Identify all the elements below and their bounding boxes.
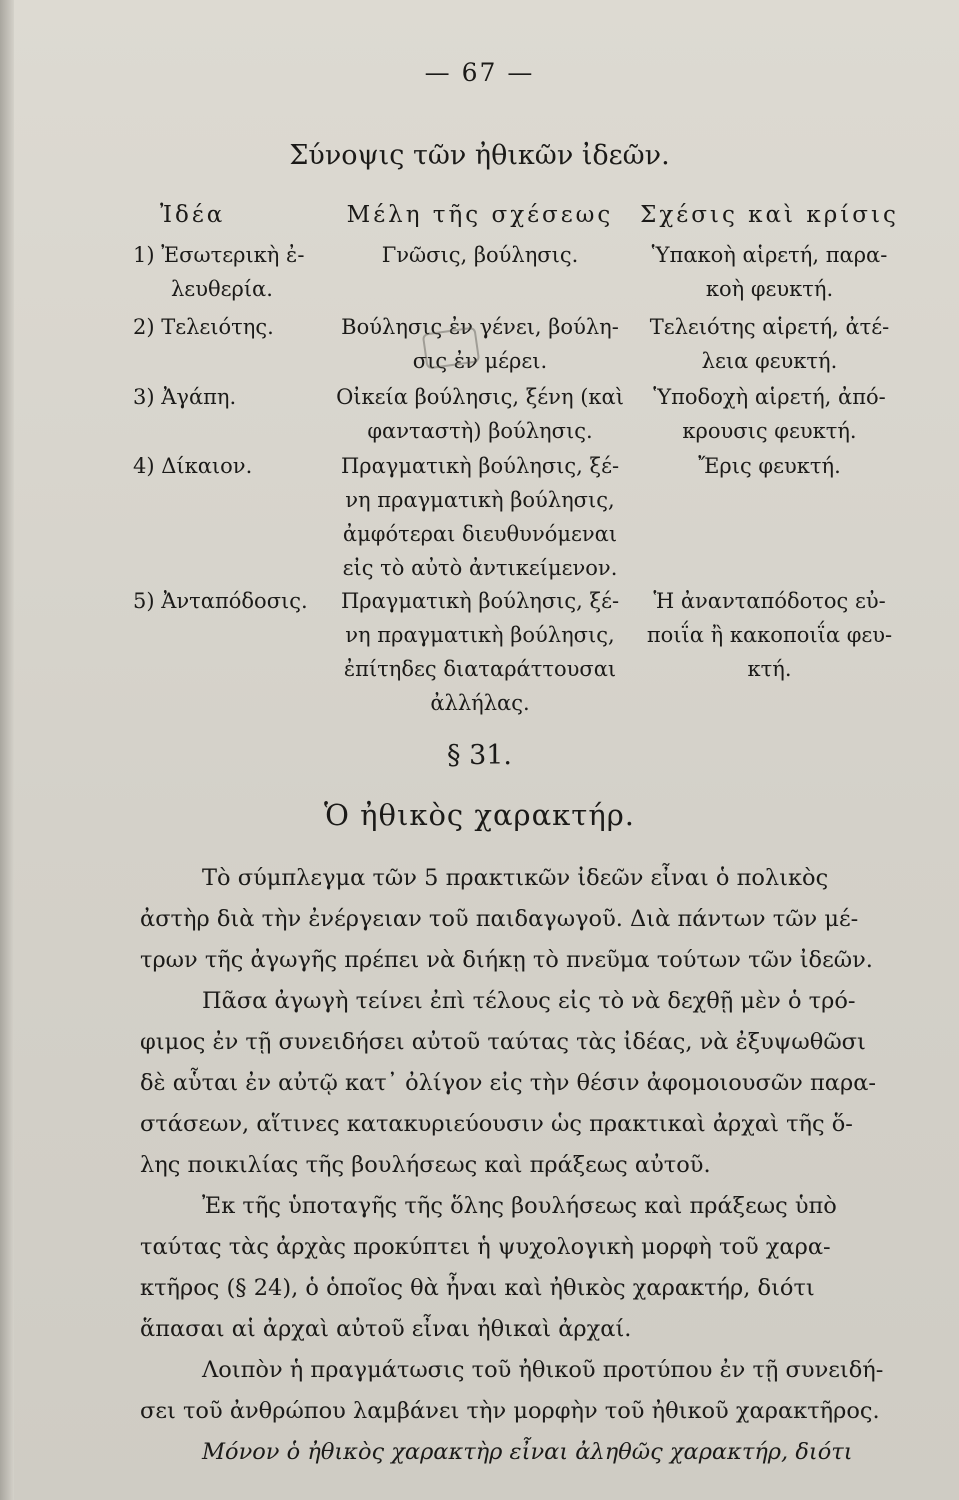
table-line: Ὑπακοὴ αἱρετή, παρα- <box>651 243 888 267</box>
text-line: λης ποικιλίας τῆς βουλήσεως καὶ πράξεως αὐτοῦ. <box>140 1152 711 1178</box>
text-line: φιμος ἐν τῇ συνειδήσει αὐτοῦ ταύτας τὰς ἰδέας, νὰ ἐξυψωθῶσι <box>140 1029 866 1055</box>
text-line: Μόνον ὁ ἠθικὸς χαρακτὴρ εἶναι ἀληθῶς χαρακτήρ, διότι <box>202 1439 853 1465</box>
table-line: 5) Ἀνταπόδοσις. <box>133 589 308 613</box>
text-line: Λοιπὸν ἡ πραγμάτωσις τοῦ ἠθικοῦ προτύπου ἐν τῇ συνειδή- <box>202 1357 884 1383</box>
ink-stamp-mark <box>422 326 480 369</box>
table-line: 4) Δίκαιον. <box>133 454 253 478</box>
table-line: ἀμφότεραι διευθυνόμεναι <box>342 522 618 546</box>
paragraph-3 <box>140 1186 910 1350</box>
row-3-relations <box>632 380 907 448</box>
paragraph-1 <box>140 858 910 981</box>
table-line: Οἰκεία βούλησις, ξένη (καὶ <box>336 385 624 409</box>
text-line: σει τοῦ ἀνθρώπου λαμβάνει τὴν μορφὴν τοῦ ἠθικοῦ χαρακτῆρος. <box>140 1398 880 1424</box>
section-number: § 31. <box>446 740 513 771</box>
synopsis-title: Σύνοψις τῶν ἠθικῶν ἰδεῶν. <box>289 140 670 171</box>
table-line: εἰς τὸ αὐτὸ ἀντικείμενον. <box>342 556 618 580</box>
table-line: ἀλλήλας. <box>430 691 530 715</box>
paragraph-2 <box>140 981 910 1186</box>
table-line: κτή. <box>747 657 792 681</box>
text-line: ταύτας τὰς ἀρχὰς προκύπτει ἡ ψυχολογικὴ μορφὴ τοῦ χαρα- <box>140 1234 831 1260</box>
table-line: ἐπίτηδες διαταράττουσαι <box>343 657 617 681</box>
text-line: ἅπασαι αἱ ἀρχαὶ αὐτοῦ εἶναι ἠθικαὶ ἀρχαί. <box>140 1316 632 1342</box>
table-line: Πραγματικὴ βούλησις, ξέ- <box>340 454 620 478</box>
table-line: Τελειότης αἱρετή, ἀτέ- <box>649 315 890 339</box>
row-5-members <box>330 584 630 720</box>
text-line: Τὸ σύμπλεγμα τῶν 5 πρακτικῶν ἰδεῶν εἶναι ὁ πολικὸς <box>202 865 829 891</box>
text-line: Ἐκ τῆς ὑποταγῆς τῆς ὅλης βουλήσεως καὶ πράξεως ὑπὸ <box>202 1193 837 1219</box>
table-line: φανταστὴ) βούλησις. <box>367 419 593 443</box>
page-number: — 67 — <box>424 58 535 87</box>
table-line: Γνῶσις, βούλησις. <box>381 243 579 267</box>
text-line: στάσεων, αἵτινες κατακυριεύουσιν ὡς πρακτικαὶ ἀρχαὶ τῆς ὅ- <box>140 1111 853 1137</box>
table-line: σις ἐν μέρει. <box>412 349 548 373</box>
row-1-members <box>330 238 630 272</box>
row-2-relations <box>632 310 907 378</box>
row-5-idea <box>133 584 308 618</box>
row-4-idea <box>133 449 252 483</box>
text-line: ἀστὴρ διὰ τὴν ἐνέργειαν τοῦ παιδαγωγοῦ. Διὰ πάντων τῶν μέ- <box>140 906 859 932</box>
column-header-members: Μέλη τῆς σχέσεως <box>346 202 614 228</box>
paragraph-5 <box>140 1432 910 1473</box>
table-line: 3) Ἀγάπη. <box>133 385 237 409</box>
table-line: κρουσις φευκτή. <box>682 419 857 443</box>
table-line: νη πραγματικὴ βούλησις, <box>345 488 615 512</box>
row-1-relations <box>632 238 907 306</box>
row-1-idea <box>133 238 304 306</box>
section-heading: Ὁ ἠθικὸς χαρακτήρ. <box>324 798 635 832</box>
table-line: Ἡ ἀνανταπόδοτος εὐ- <box>653 589 886 613</box>
table-line: λεια φευκτή. <box>701 349 838 373</box>
row-2-idea <box>133 310 274 344</box>
table-line: 2) Τελειότης. <box>133 315 274 339</box>
row-2-members <box>330 310 630 378</box>
paragraph-4 <box>140 1350 910 1432</box>
table-line: Πραγματικὴ βούλησις, ξέ- <box>340 589 620 613</box>
table-line: Ὑποδοχὴ αἱρετή, ἀπό- <box>653 385 886 409</box>
text-line: δὲ αὗται ἐν αὐτῷ κατ᾿ ὀλίγον εἰς τὴν θέσιν ἀφομοιουσῶν παρα- <box>140 1070 876 1096</box>
table-line: λευθερία. <box>171 277 273 301</box>
table-line: κοὴ φευκτή. <box>705 277 834 301</box>
row-3-members <box>330 380 630 448</box>
row-5-relations <box>632 584 907 686</box>
table-line: νη πραγματικὴ βούλησις, <box>345 623 615 647</box>
column-header-idea: Ἰδέα <box>160 202 226 228</box>
table-line: Βούλησις ἐν γένει, βούλη- <box>341 315 619 339</box>
row-4-members <box>330 449 630 585</box>
table-line: ποιΐα ἢ κακοποιΐα φευ- <box>646 623 893 647</box>
row-4-relations <box>632 449 907 483</box>
column-header-relations: Σχέσις καὶ κρίσις <box>640 202 899 228</box>
table-line: Ἔρις φευκτή. <box>698 454 841 478</box>
row-3-idea <box>133 380 236 414</box>
text-line: τρων τῆς ἀγωγῆς πρέπει νὰ διήκῃ τὸ πνεῦμα τούτων τῶν ἰδεῶν. <box>140 947 873 973</box>
text-line: Πᾶσα ἀγωγὴ τείνει ἐπὶ τέλους εἰς τὸ νὰ δεχθῇ μὲν ὁ τρό- <box>202 988 856 1014</box>
table-line: 1) Ἐσωτερικὴ ἐ- <box>133 243 305 267</box>
text-line: κτῆρος (§ 24), ὁ ὁποῖος θὰ ἦναι καὶ ἠθικὸς χαρακτήρ, διότι <box>140 1275 815 1301</box>
